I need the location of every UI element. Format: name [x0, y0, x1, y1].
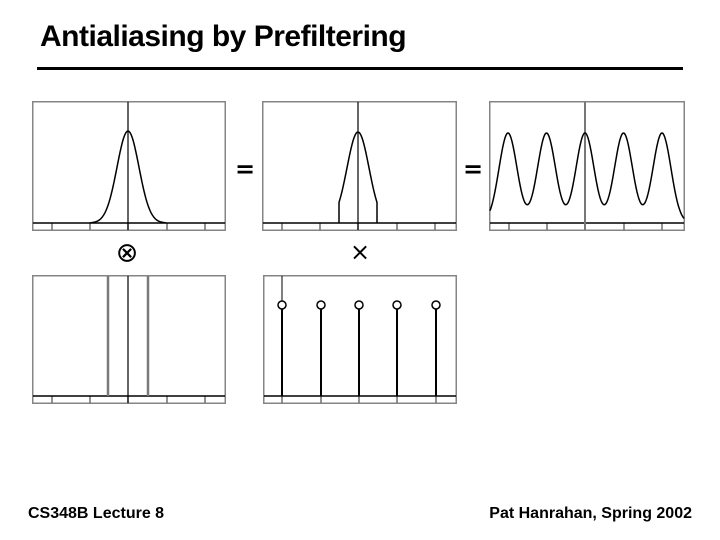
- footer-course: CS348B Lecture 8: [28, 505, 165, 522]
- plot-box-function: [32, 275, 226, 404]
- equals-sign-1: =: [234, 155, 256, 183]
- plot-truncated-gaussian: [262, 101, 457, 231]
- plot-gaussian-filter: [32, 101, 226, 231]
- convolution-icon: ⊗: [115, 237, 139, 269]
- slide-title: Antialiasing by Prefiltering: [40, 20, 407, 53]
- title-underline: [37, 67, 683, 70]
- footer-author: Pat Hanrahan, Spring 2002: [489, 505, 692, 522]
- multiplication-icon: ×: [349, 238, 371, 266]
- plot-replicated-spectrum: [489, 101, 685, 231]
- equals-sign-2: =: [462, 155, 484, 183]
- plot-impulse-train: [263, 275, 457, 404]
